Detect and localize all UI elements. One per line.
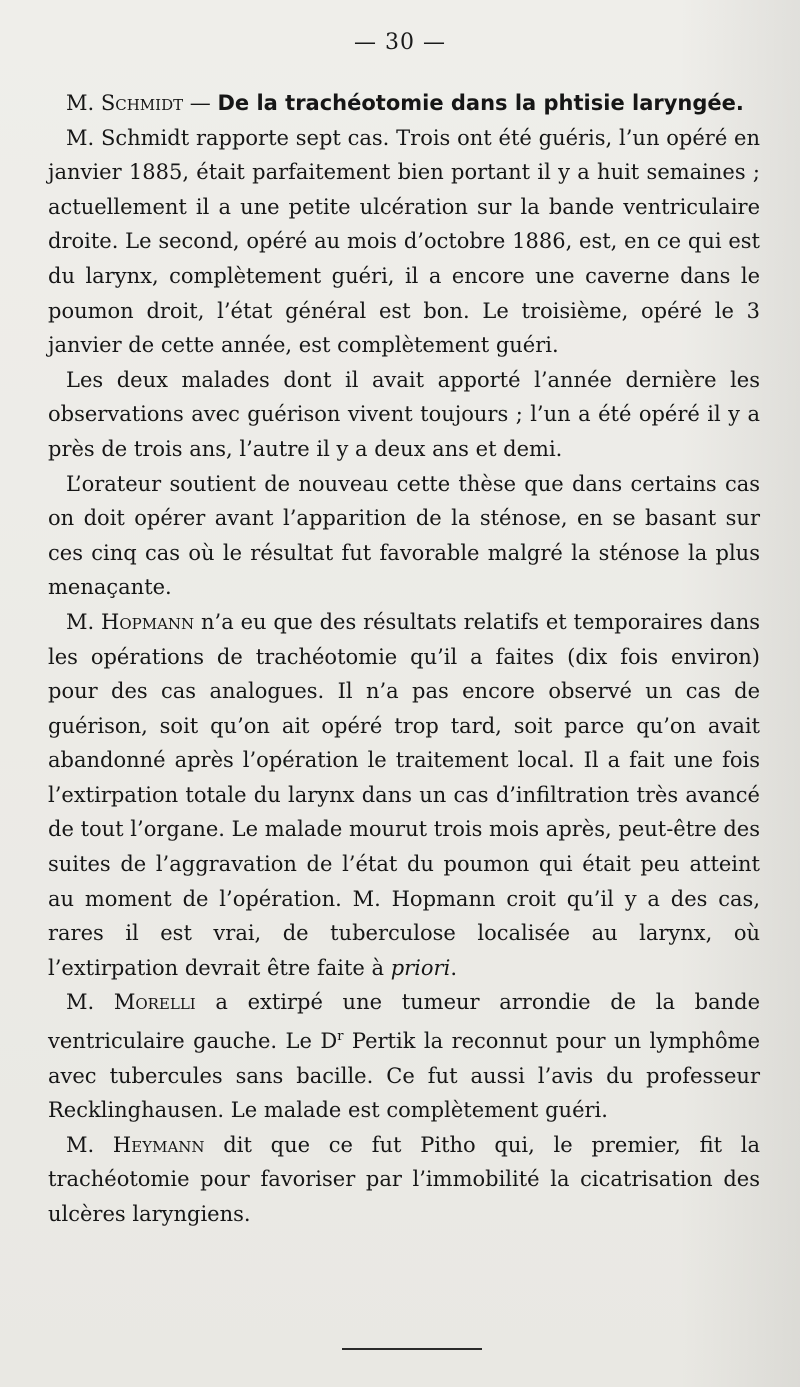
paragraph-text: a extirpé une tumeur arrondie de la bande ventriculaire gauche. Le D [48,990,761,1054]
speaker-name: M. Schmidt [66,91,184,115]
paragraph-heymann [48,1128,760,1232]
section-heading [48,86,760,121]
paragraph-text: dit que ce fut Pitho qui, le premier, fit la trachéotomie pour favoriser par l’immobilité la cicatrisation des ulcères laryngiens. [48,1132,760,1226]
paragraph: Les deux malades dont il avait apporté l’année dernière les observations avec guérison vivent toujours ; l’un a été opéré il y a près de trois ans, l’autre il y a deux ans et demi. [48,367,760,461]
speaker-name: M. Heymann [66,1132,205,1157]
speaker-name: M. Morelli [66,990,196,1015]
italic-phrase: priori [390,955,451,980]
paragraph: M. Schmidt rapporte sept cas. Trois ont été guéris, l’un opéré en janvier 1885, était parfaitement bien portant il y a huit semaines ; actuellement il a une petite ulcération sur la bande ventriculaire droite. Le second, opéré au mois d’octobre 1886, est, en ce qui est du larynx, complètement guéri, il a encore une caverne dans le poumon droit, l’état général est bon. Le troisième, opéré le 3 janvier de cette année, est complètement guéri. [48,125,760,358]
superscript: r [337,1029,344,1045]
page-number: — 30 — [354,30,446,55]
end-rule [342,1348,482,1350]
paragraph-end: . [450,955,457,980]
speaker-name: M. Hopmann [66,609,195,634]
heading-dash: — [183,91,218,115]
page-body [48,86,760,1232]
paragraph-hopmann [48,605,760,986]
paragraph-morelli [48,985,760,1127]
paragraph: L’orateur soutient de nouveau cette thèse que dans certains cas on doit opérer avant l’apparition de la sténose, en se basant sur ces cinq cas où le résultat fut favorable malgré la sténose la plus menaçante. [48,471,760,600]
paragraph-text: n’a eu que des résultats relatifs et temporaires dans les opérations de trachéotomie qu’il a faites (dix fois environ) pour des cas analogues. Il n’a pas encore observé un cas de guérison, soit qu’on ait opéré trop tard, soit parce qu’on avait abandonné après l’opération le traitement local. Il a fait une fois l’extirpation totale du larynx dans un cas d’infiltration très avancé de tout l’organe. Le malade mourut trois mois après, peut-être des suites de l’aggravation de l’état du poumon qui était peu atteint au moment de l’opération. M. Hopmann croit qu’il y a des cas, rares il est vrai, de tuberculose localisée au larynx, où l’extirpation devrait être faite à [48,609,761,980]
paragraph-text: Pertik la reconnut pour un lymphôme avec tubercules sans bacille. Ce fut aussi l’avis du professeur Recklinghausen. Le malade est complètement guéri. [48,1029,761,1123]
section-title: De la trachéotomie dans la phtisie laryngée. [217,91,744,115]
